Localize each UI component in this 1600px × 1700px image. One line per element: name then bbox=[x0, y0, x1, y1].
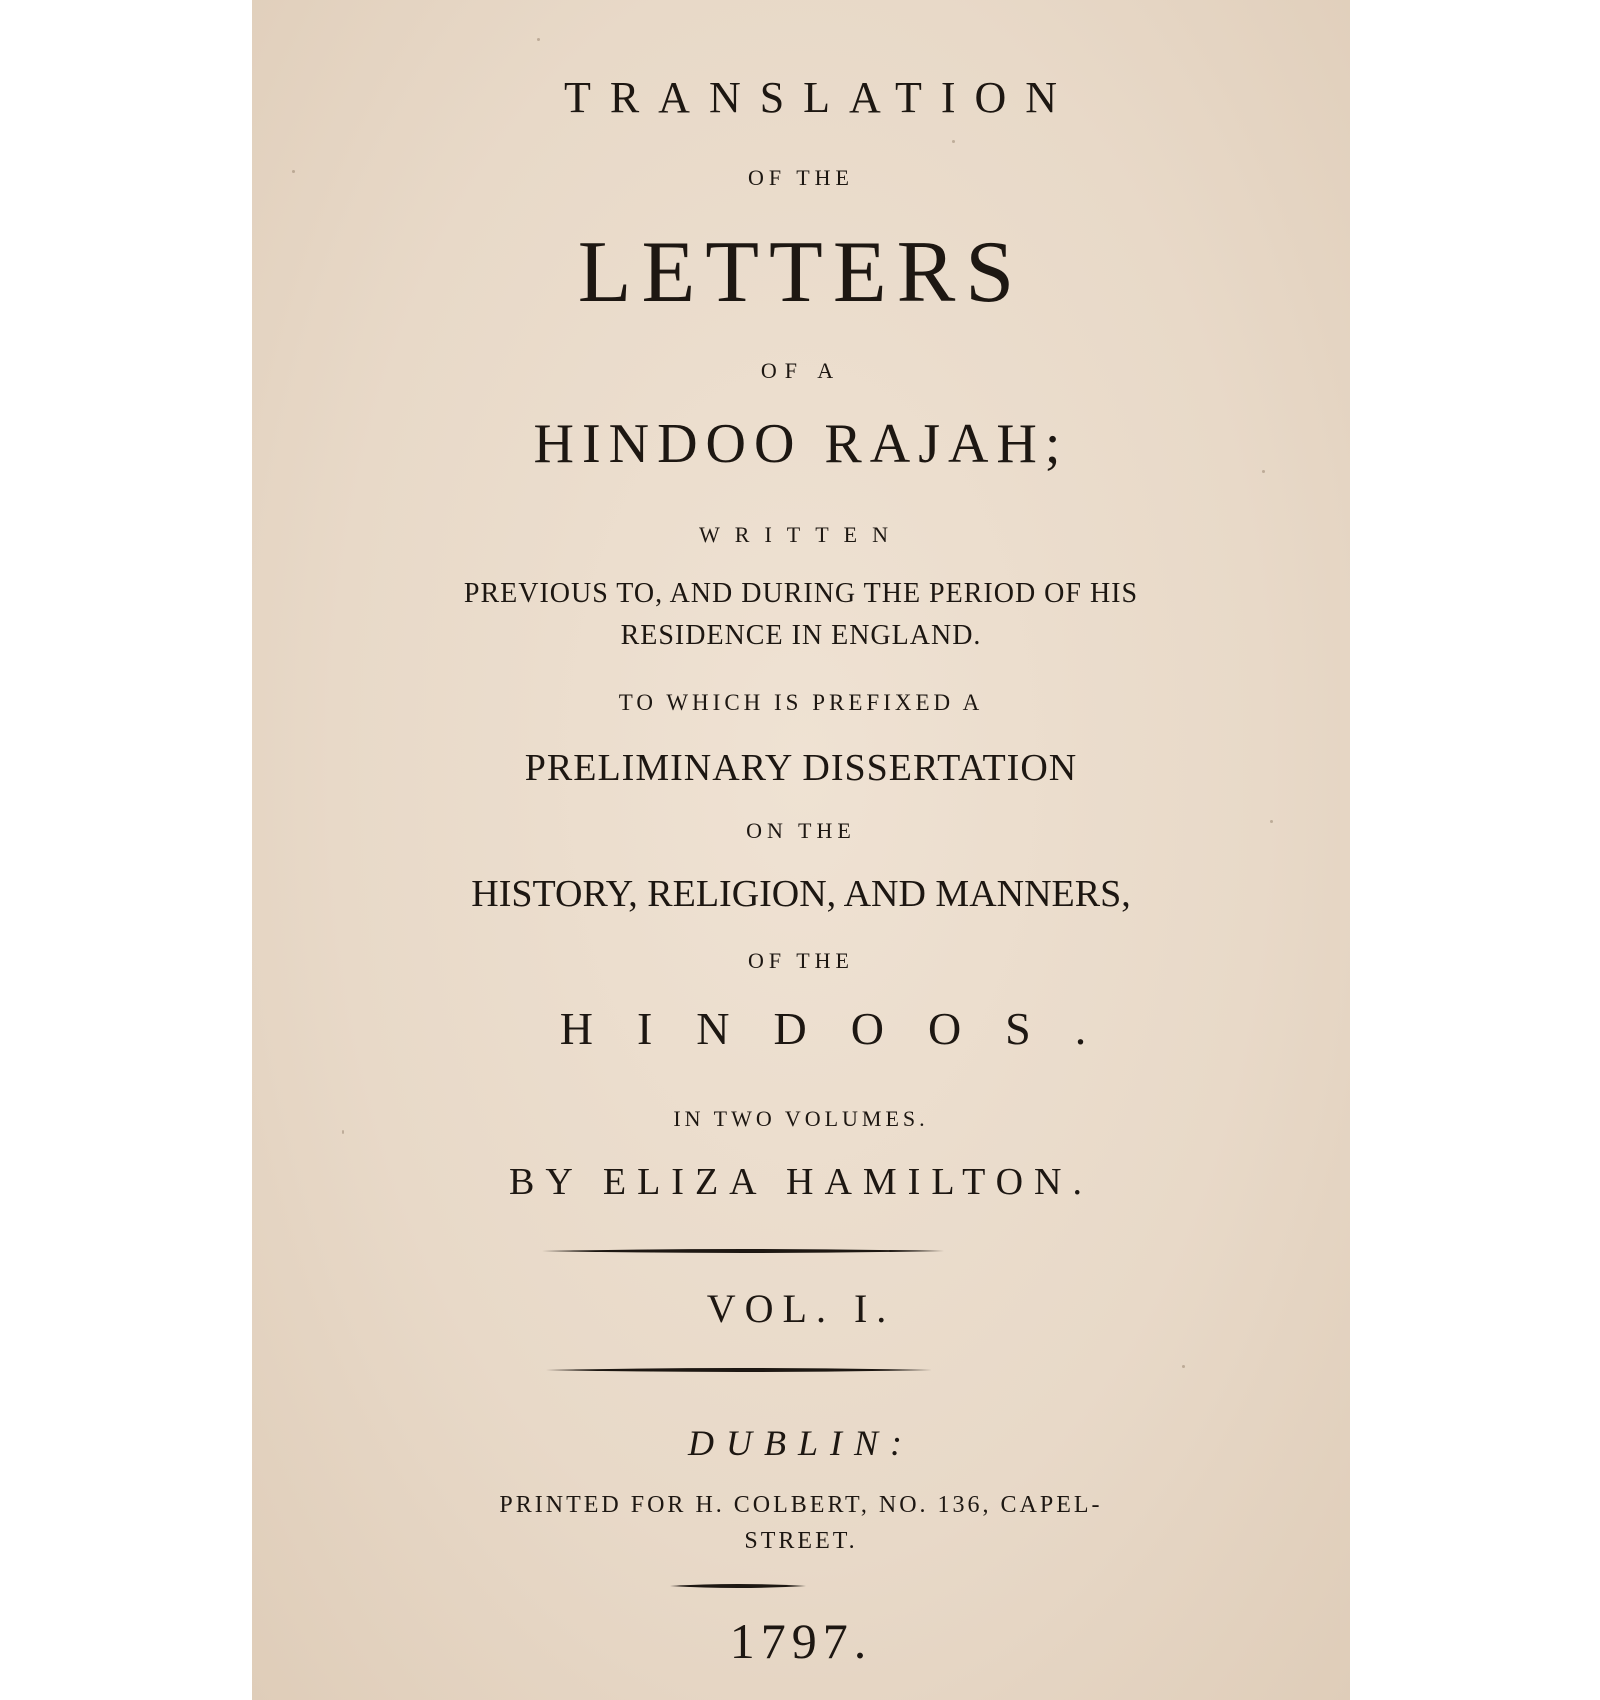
paper-speck bbox=[1182, 1365, 1185, 1368]
subtitle-on-the: ON THE bbox=[746, 818, 856, 843]
title-letters: LETTERS bbox=[577, 224, 1025, 321]
subtitle-hindoos: HINDOOS. bbox=[559, 1003, 1131, 1054]
title-translation: TRANSLATION bbox=[563, 73, 1077, 122]
subtitle-residence: RESIDENCE IN ENGLAND. bbox=[620, 620, 982, 651]
paper-speck bbox=[952, 140, 955, 143]
subtitle-of-the: OF THE bbox=[748, 948, 854, 973]
volume-number: VOL. I. bbox=[706, 1286, 896, 1331]
title-page bbox=[252, 0, 1350, 1700]
ornamental-rule-top bbox=[542, 1248, 944, 1254]
volumes-note: IN TWO VOLUMES. bbox=[673, 1106, 929, 1131]
imprint-year: 1797. bbox=[729, 1613, 873, 1669]
title-of-a: OF A bbox=[760, 358, 842, 383]
subtitle-history: HISTORY, RELIGION, AND MANNERS, bbox=[471, 873, 1131, 915]
imprint-place: DUBLIN: bbox=[688, 1423, 914, 1463]
title-hindoo-rajah: HINDOO RAJAH; bbox=[533, 413, 1069, 475]
subtitle-preliminary: PRELIMINARY DISSERTATION bbox=[524, 747, 1078, 789]
title-of-the: OF THE bbox=[748, 165, 854, 190]
ornamental-rule-middle bbox=[546, 1367, 932, 1373]
imprint-printer-line-2: STREET. bbox=[744, 1528, 858, 1554]
subtitle-written: WRITTEN bbox=[699, 522, 903, 547]
imprint-printer-line-1: PRINTED FOR H. COLBERT, NO. 136, CAPEL- bbox=[499, 1492, 1103, 1518]
subtitle-previous: PREVIOUS TO, AND DURING THE PERIOD OF HIS bbox=[463, 578, 1139, 609]
ornamental-rule-bottom bbox=[670, 1583, 806, 1589]
subtitle-prefixed: TO WHICH IS PREFIXED A bbox=[618, 690, 984, 715]
author-line: BY ELIZA HAMILTON. bbox=[509, 1161, 1093, 1203]
paper-speck bbox=[537, 38, 540, 41]
